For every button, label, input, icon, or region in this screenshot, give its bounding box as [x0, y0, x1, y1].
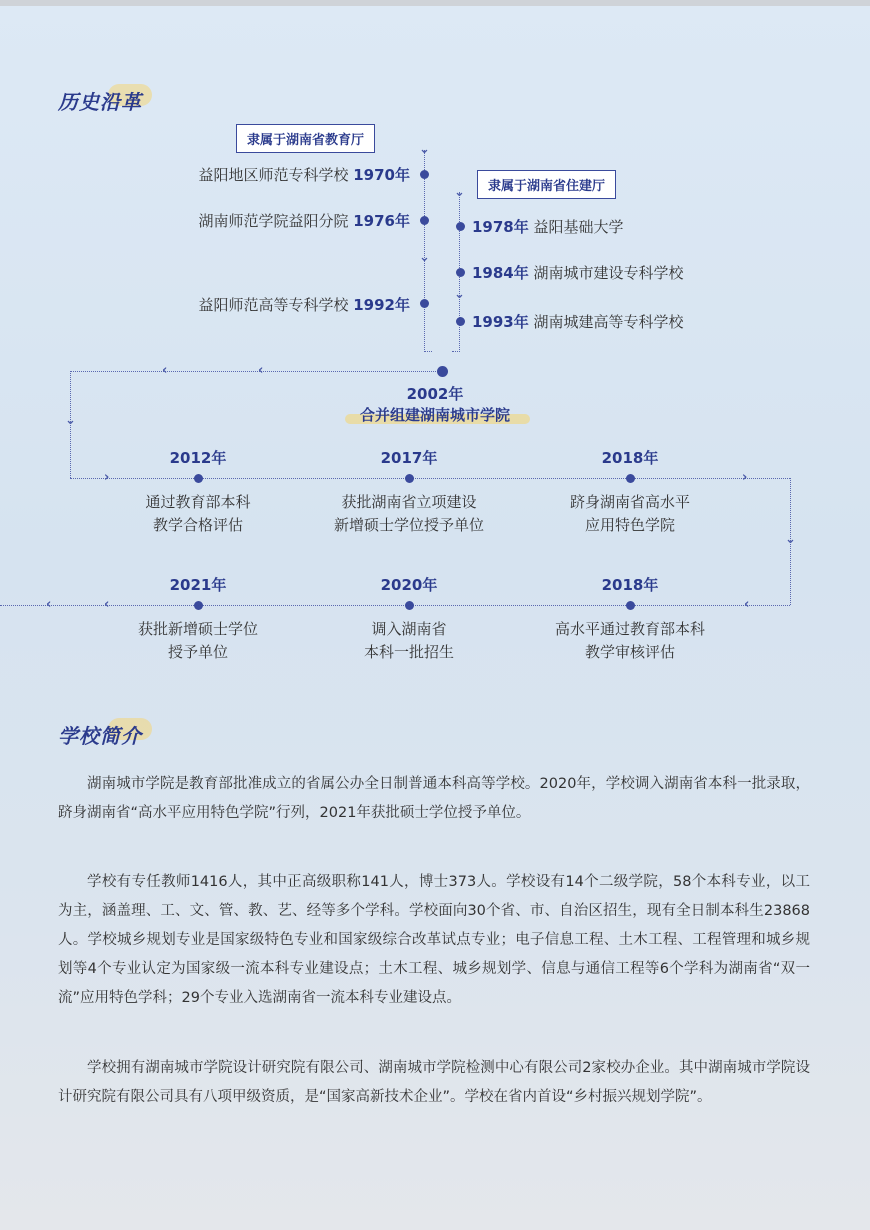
join-line — [424, 351, 432, 352]
timeline-dot — [456, 317, 465, 326]
left-branch-item: 益阳师范高等专科学校 1992年 — [198, 296, 410, 314]
event-description: 高水平通过教育部本科 教学审核评估 — [554, 620, 705, 661]
chevron-left-icon: ‹ — [258, 363, 264, 378]
chevron-right-icon: › — [742, 470, 748, 485]
chevron-left-icon: ‹ — [162, 363, 168, 378]
event-description: 获批湖南省立项建设 新增硕士学位授予单位 — [333, 493, 484, 534]
chevron-left-icon: ‹ — [744, 597, 750, 612]
timeline-dot — [456, 222, 465, 231]
event-year: 2018年 — [601, 449, 659, 467]
timeline-dot — [405, 601, 414, 610]
intro-paragraph: 学校拥有湖南城市学院设计研究院有限公司、湖南城市学院检测中心有限公司2家校办企业。其中湖南城市学院设计研究院有限公司具有八项甲级资质，是“国家高新技术企业”。学校在省内首设“乡村振兴规划学院”。 — [58, 1060, 810, 1105]
timeline-dot — [194, 601, 203, 610]
timeline-path — [0, 605, 790, 606]
timeline-path — [70, 371, 436, 372]
timeline-dot — [405, 474, 414, 483]
chevron-down-icon: ⌄ — [454, 185, 465, 200]
branch-label-housing-dept: 隶属于湖南省住建厅 — [477, 170, 616, 199]
timeline-dot — [420, 216, 429, 225]
intro-section-title: 学校简介 — [58, 724, 142, 748]
merge-year: 2002年 — [406, 385, 464, 403]
right-branch-item: 1993年 湖南城建高等专科学校 — [472, 313, 684, 331]
top-border — [0, 0, 870, 6]
merge-label: 合并组建湖南城市学院 — [359, 406, 510, 424]
right-branch-item: 1984年 湖南城市建设专科学校 — [472, 264, 684, 282]
event-description: 通过教育部本科 教学合格评估 — [145, 493, 251, 534]
chevron-down-icon: ⌄ — [419, 250, 430, 265]
event-year: 2018年 — [601, 576, 659, 594]
chevron-left-icon: ‹ — [104, 597, 110, 612]
left-branch-item: 湖南师范学院益阳分院 1976年 — [198, 212, 410, 230]
chevron-down-icon: ⌄ — [419, 142, 430, 157]
chevron-down-icon: ⌄ — [65, 413, 76, 428]
timeline-dot — [456, 268, 465, 277]
join-line — [452, 351, 460, 352]
timeline-dot — [626, 474, 635, 483]
timeline-dot — [194, 474, 203, 483]
merge-dot — [437, 366, 448, 377]
chevron-left-icon: ‹ — [46, 597, 52, 612]
right-branch-item: 1978年 益阳基础大学 — [472, 218, 624, 236]
chevron-down-icon: ⌄ — [785, 532, 796, 547]
event-description: 跻身湖南省高水平 应用特色学院 — [569, 493, 690, 534]
event-year: 2020年 — [380, 576, 438, 594]
chevron-right-icon: › — [104, 470, 110, 485]
timeline-dot — [420, 170, 429, 179]
intro-paragraph: 学校有专任教师1416人，其中正高级职称141人，博士373人。学校设有14个二级学院，58个本科专业，以工为主，涵盖理、工、文、管、教、艺、经等多个学科。学校面向30个省、市、自治区招生，现有全日制本科生23868人。学校城乡规划专业是国家级特色专业和国家级综合改革试点专业；电子信息工程、土木工程、工程管理和城乡规划等4个专业认定为国家级一流本科专业建设点；土木工程、城乡规划学、信息与通信工程等6个学科为湖南省“双一流”应用特色学科；29个专业入选湖南省一流本科专业建设点。 — [58, 874, 810, 1006]
intro-paragraph: 湖南城市学院是教育部批准成立的省属公办全日制普通本科高等学校。2020年，学校调入湖南省本科一批录取，跻身湖南省“高水平应用特色学院”行列，2021年获批硕士学位授予单位。 — [58, 776, 810, 821]
chevron-down-icon: ⌄ — [454, 287, 465, 302]
event-year: 2021年 — [169, 576, 227, 594]
timeline-dot — [626, 601, 635, 610]
branch-label-education-dept: 隶属于湖南省教育厅 — [236, 124, 375, 153]
event-description: 获批新增硕士学位 授予单位 — [137, 620, 258, 661]
timeline-path — [70, 478, 790, 479]
left-branch-item: 益阳地区师范专科学校 1970年 — [198, 166, 410, 184]
history-section-title: 历史沿革 — [58, 90, 142, 114]
timeline-dot — [420, 299, 429, 308]
event-description: 调入湖南省 本科一批招生 — [363, 620, 454, 661]
event-year: 2012年 — [169, 449, 227, 467]
event-year: 2017年 — [380, 449, 438, 467]
